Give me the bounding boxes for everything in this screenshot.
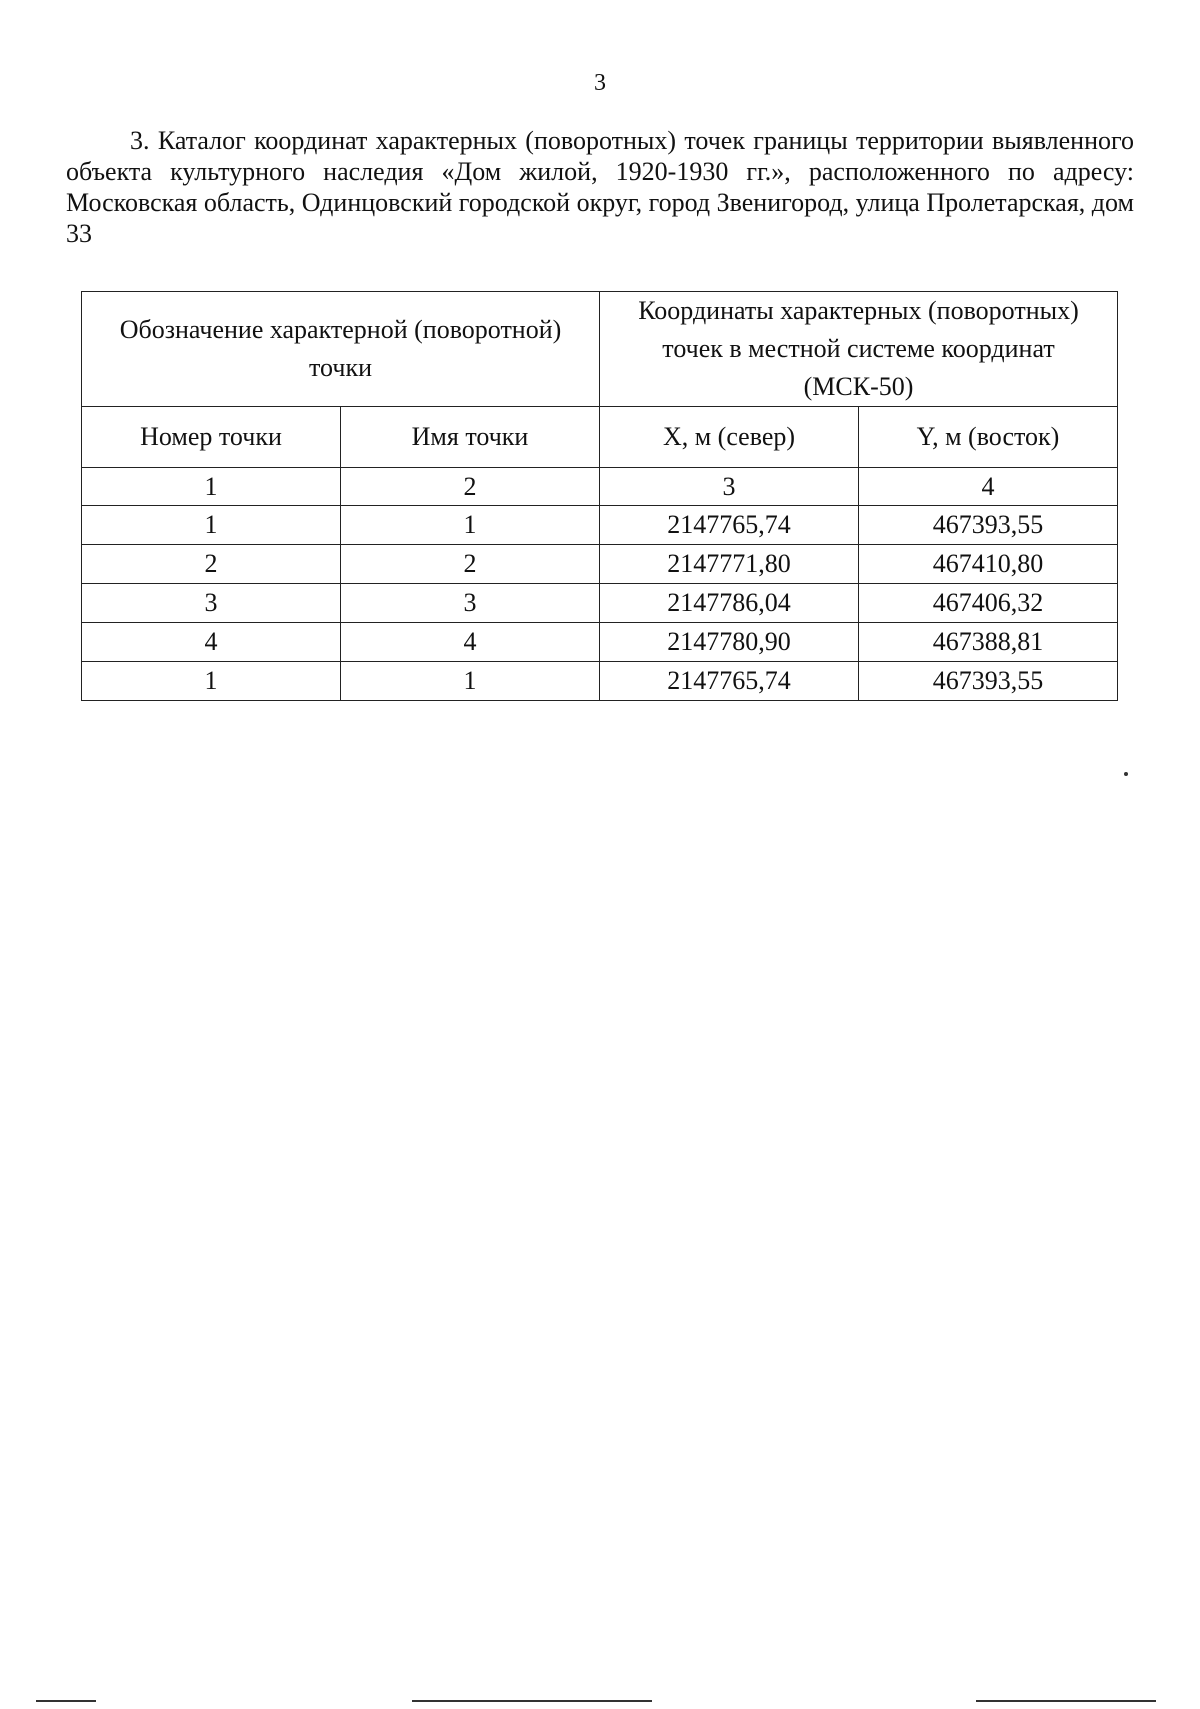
coordinates-group-header: Координаты характерных (поворотных) точек в местной системе координат (МСК-50) [600, 292, 1118, 407]
column-number: 2 [341, 468, 600, 506]
y-coordinate-cell: 467393,55 [859, 662, 1118, 701]
y-coordinate-cell: 467406,32 [859, 584, 1118, 623]
point-name-cell: 2 [341, 545, 600, 584]
catalog-heading: 3. Каталог координат характерных (поворотных) точек границы территории выявленного объекта культурного наследия «Дом жилой, 1920-1930 гг.», расположенного по адресу: Московская область, Одинцовский городской округ, город Звенигород, улица Пролетарская, дом 33 [66, 126, 1134, 248]
column-number: 1 [82, 468, 341, 506]
y-coordinate-cell: 467388,81 [859, 623, 1118, 662]
x-coordinate-cell: 2147765,74 [600, 662, 859, 701]
point-number-cell: 3 [82, 584, 341, 623]
point-name-cell: 3 [341, 584, 600, 623]
point-number-cell: 1 [82, 662, 341, 701]
stray-dot [1124, 772, 1128, 776]
column-header-y: Y, м (восток) [859, 407, 1118, 468]
y-coordinate-cell: 467393,55 [859, 506, 1118, 545]
table-row [82, 584, 1118, 623]
column-header-point-number: Номер точки [82, 407, 341, 468]
table-row [82, 506, 1118, 545]
table-group-header-row [82, 292, 1118, 407]
column-header-point-name: Имя точки [341, 407, 600, 468]
table-column-number-row [82, 468, 1118, 506]
point-name-cell: 1 [341, 506, 600, 545]
column-number: 4 [859, 468, 1118, 506]
footer-divider [976, 1700, 1156, 1702]
x-coordinate-cell: 2147765,74 [600, 506, 859, 545]
page-number: 3 [594, 70, 606, 96]
table-row [82, 662, 1118, 701]
footer-divider [36, 1700, 96, 1702]
coordinates-table [81, 291, 1118, 701]
column-header-x: X, м (север) [600, 407, 859, 468]
table-row [82, 623, 1118, 662]
table-column-header-row [82, 407, 1118, 468]
point-number-cell: 4 [82, 623, 341, 662]
footer-divider [412, 1700, 652, 1702]
point-name-cell: 1 [341, 662, 600, 701]
point-number-cell: 2 [82, 545, 341, 584]
point-name-cell: 4 [341, 623, 600, 662]
point-number-cell: 1 [82, 506, 341, 545]
x-coordinate-cell: 2147771,80 [600, 545, 859, 584]
column-number: 3 [600, 468, 859, 506]
designation-group-header: Обозначение характерной (поворотной) точки [82, 292, 600, 407]
y-coordinate-cell: 467410,80 [859, 545, 1118, 584]
x-coordinate-cell: 2147786,04 [600, 584, 859, 623]
x-coordinate-cell: 2147780,90 [600, 623, 859, 662]
table-row [82, 545, 1118, 584]
